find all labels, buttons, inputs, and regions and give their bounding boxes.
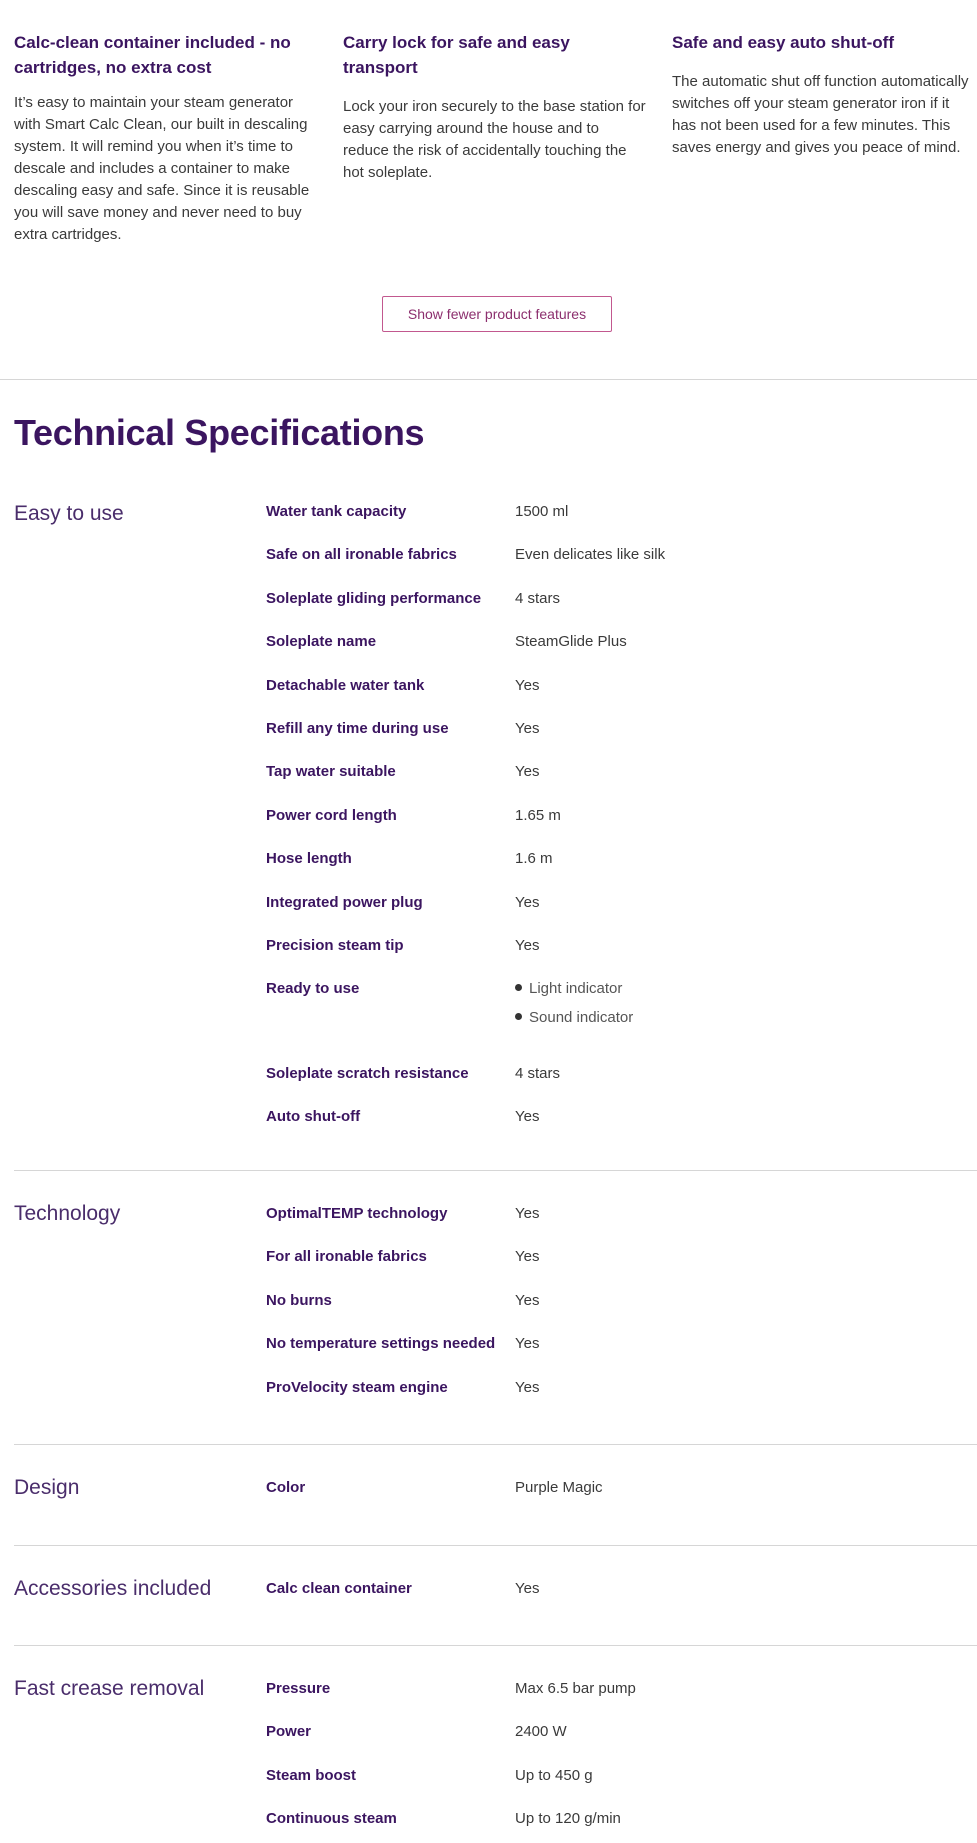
section-name: Design bbox=[14, 1476, 80, 1499]
show-fewer-features-button[interactable]: Show fewer product features bbox=[382, 296, 612, 332]
spec-value: Yes bbox=[515, 1335, 540, 1352]
spec-label: Soleplate gliding performance bbox=[266, 590, 482, 607]
bullet-list bbox=[515, 974, 633, 1032]
spec-value: Purple Magic bbox=[515, 1479, 603, 1496]
spec-value: 1.6 m bbox=[515, 850, 553, 867]
bullet-text: Sound indicator bbox=[529, 1009, 634, 1026]
section-divider bbox=[14, 1645, 977, 1646]
spec-label: Pressure bbox=[266, 1680, 331, 1697]
feature-title: Safe and easy auto shut-off bbox=[672, 33, 894, 52]
spec-value: Yes bbox=[515, 720, 540, 737]
section-divider bbox=[14, 1444, 977, 1445]
spec-label: Soleplate name bbox=[266, 633, 377, 650]
spec-label: ProVelocity steam engine bbox=[266, 1379, 448, 1396]
spec-row bbox=[14, 720, 977, 742]
spec-label: No burns bbox=[266, 1292, 332, 1309]
spec-label: Calc clean container bbox=[266, 1580, 412, 1597]
spec-label: Ready to use bbox=[266, 980, 360, 997]
spec-label: Tap water suitable bbox=[266, 763, 396, 780]
spec-label: Refill any time during use bbox=[266, 720, 449, 737]
spec-label: Color bbox=[266, 1479, 306, 1496]
spec-row bbox=[14, 1723, 977, 1745]
spec-value: Up to 120 g/min bbox=[515, 1810, 621, 1827]
spec-label: Hose length bbox=[266, 850, 352, 867]
spec-row bbox=[14, 503, 977, 525]
list-item bbox=[515, 974, 633, 1003]
list-item bbox=[515, 1003, 633, 1032]
spec-label: Auto shut-off bbox=[266, 1108, 361, 1125]
spec-row bbox=[14, 1248, 977, 1270]
spec-value: Up to 450 g bbox=[515, 1767, 593, 1784]
spec-value: 1.65 m bbox=[515, 807, 561, 824]
feature-carry-lock bbox=[343, 30, 648, 184]
feature-title: Calc-clean container included - no cartridges, no extra cost bbox=[14, 33, 291, 77]
spec-label: Steam boost bbox=[266, 1767, 357, 1784]
spec-label: Continuous steam bbox=[266, 1810, 397, 1827]
spec-value: Yes bbox=[515, 1292, 540, 1309]
spec-value: Even delicates like silk bbox=[515, 546, 666, 563]
spec-label: Precision steam tip bbox=[266, 937, 404, 954]
spec-row bbox=[14, 1767, 977, 1789]
feature-body: It’s easy to maintain your steam generator with Smart Calc Clean, our built in descaling system. It will remind you when it’s time to descale and includes a container to make descaling easy and safe. Since it is reusable you will save money and never need to buy extra cartridges. bbox=[14, 94, 310, 243]
spec-row bbox=[14, 590, 977, 612]
spec-value: Yes bbox=[515, 1580, 540, 1597]
spec-row bbox=[14, 980, 977, 1040]
spec-row bbox=[14, 937, 977, 959]
feature-body: The automatic shut off function automatically switches off your steam generator iron if it has not been used for a few minutes. This saves energy and gives you peace of mind. bbox=[672, 73, 969, 156]
feature-body: Lock your iron securely to the base station for easy carrying around the house and to reduce the risk of accidentally touching the hot soleplate. bbox=[343, 98, 646, 181]
spec-value: Yes bbox=[515, 1248, 540, 1265]
spec-label: Power bbox=[266, 1723, 312, 1740]
divider bbox=[0, 379, 977, 380]
spec-label: Water tank capacity bbox=[266, 503, 407, 520]
spec-row bbox=[14, 1108, 977, 1130]
section-name: Technology bbox=[14, 1202, 121, 1225]
spec-row bbox=[14, 807, 977, 829]
spec-row bbox=[14, 677, 977, 699]
spec-row bbox=[14, 546, 977, 568]
spec-row bbox=[14, 894, 977, 916]
feature-calc-clean bbox=[14, 30, 319, 246]
spec-value: 4 stars bbox=[515, 590, 561, 607]
spec-row bbox=[14, 1065, 977, 1087]
spec-value: 4 stars bbox=[515, 1065, 561, 1082]
spec-value: Yes bbox=[515, 1108, 540, 1125]
spec-row bbox=[14, 1580, 977, 1602]
spec-value: SteamGlide Plus bbox=[515, 633, 627, 650]
spec-value: 2400 W bbox=[515, 1723, 567, 1740]
spec-label: No temperature settings needed bbox=[266, 1335, 496, 1352]
spec-row bbox=[14, 1379, 977, 1401]
spec-value: Yes bbox=[515, 1205, 540, 1222]
page-title: Technical Specifications bbox=[14, 412, 425, 453]
spec-row bbox=[14, 763, 977, 785]
section-name: Fast crease removal bbox=[14, 1677, 205, 1700]
spec-value: Yes bbox=[515, 763, 540, 780]
spec-row bbox=[14, 850, 977, 872]
section-divider bbox=[14, 1170, 977, 1171]
spec-row bbox=[14, 1680, 977, 1702]
product-features bbox=[0, 0, 977, 380]
spec-row bbox=[14, 1292, 977, 1314]
spec-row bbox=[14, 633, 977, 655]
spec-label: Soleplate scratch resistance bbox=[266, 1065, 469, 1082]
feature-title: Carry lock for safe and easy transport bbox=[343, 33, 570, 77]
spec-value: Max 6.5 bar pump bbox=[515, 1680, 636, 1697]
spec-value: Yes bbox=[515, 894, 540, 911]
spec-row bbox=[14, 1479, 977, 1501]
spec-value: Yes bbox=[515, 677, 540, 694]
feature-auto-shutoff bbox=[672, 30, 970, 159]
spec-label: OptimalTEMP technology bbox=[266, 1205, 448, 1222]
spec-row bbox=[14, 1810, 977, 1832]
spec-label: Safe on all ironable fabrics bbox=[266, 546, 457, 563]
section-name: Accessories included bbox=[14, 1577, 212, 1600]
section-name: Easy to use bbox=[14, 502, 124, 525]
spec-label: Power cord length bbox=[266, 807, 397, 824]
spec-row bbox=[14, 1335, 977, 1357]
spec-value: 1500 ml bbox=[515, 503, 569, 520]
spec-value: Yes bbox=[515, 1379, 540, 1396]
spec-row bbox=[14, 1205, 977, 1227]
spec-label: Detachable water tank bbox=[266, 677, 425, 694]
bullet-text: Light indicator bbox=[529, 980, 623, 997]
bullet-icon bbox=[515, 984, 522, 991]
spec-label: Integrated power plug bbox=[266, 894, 423, 911]
spec-value: Yes bbox=[515, 937, 540, 954]
spec-label: For all ironable fabrics bbox=[266, 1248, 427, 1265]
section-divider bbox=[14, 1545, 977, 1546]
bullet-icon bbox=[515, 1013, 522, 1020]
